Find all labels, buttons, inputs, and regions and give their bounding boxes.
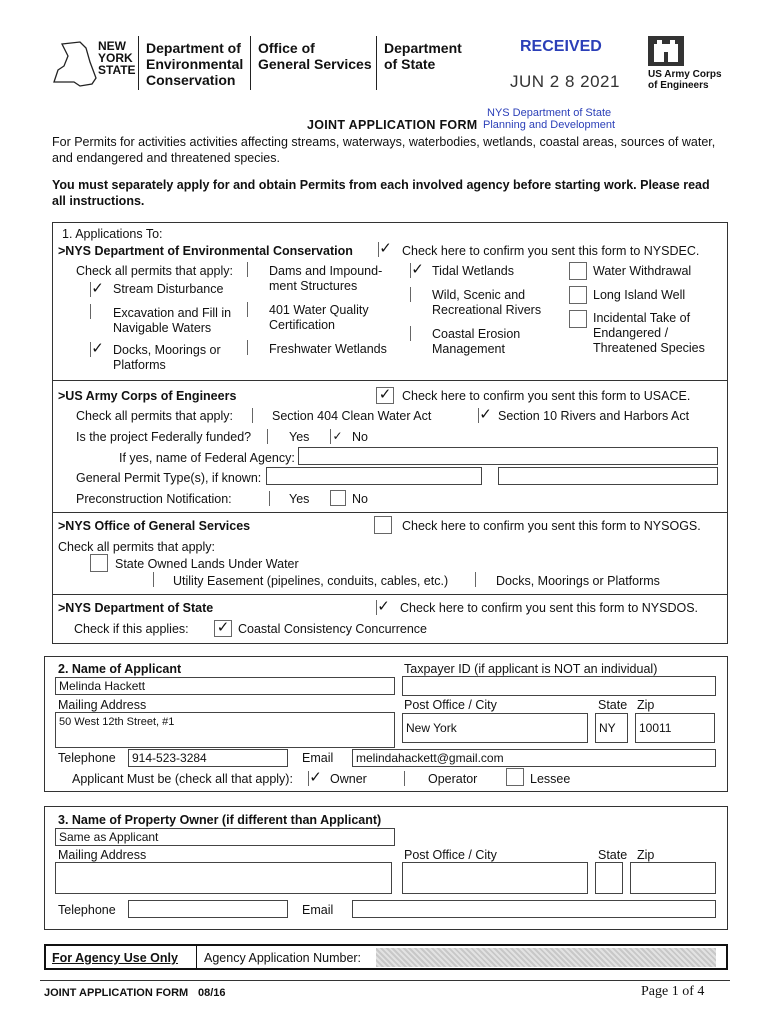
federal-no-label: No xyxy=(352,430,368,444)
usace-check-all: Check all permits that apply: xyxy=(76,409,234,423)
received-stamp-date: JUN 2 8 2021 xyxy=(510,72,620,91)
ogs-confirm-label: Check here to confirm you sent this form to NYSOGS. xyxy=(402,519,701,533)
docks-checkbox[interactable]: ✓ xyxy=(91,340,104,357)
agency-use-label: For Agency Use Only xyxy=(52,951,178,965)
dos-line2: of State xyxy=(384,56,436,72)
footer-page-number: Page 1 of 4 xyxy=(641,984,705,999)
email-label: Email xyxy=(302,751,334,765)
header-divider xyxy=(250,36,251,90)
incidental-label-1: Incidental Take of xyxy=(593,311,691,325)
utility-label: Utility Easement (pipelines, conduits, cables, etc.) xyxy=(173,574,449,588)
pcn-label: Preconstruction Notification: xyxy=(76,492,232,506)
ogs-line2: General Services xyxy=(258,56,372,72)
lessee-checkbox[interactable] xyxy=(506,768,524,786)
ogs-docks-label: Docks, Moorings or Platforms xyxy=(496,574,660,588)
state-input[interactable]: NY xyxy=(595,713,628,743)
footer-rule xyxy=(40,980,730,981)
docks-label-2: Platforms xyxy=(113,358,166,372)
owner-state-label: State xyxy=(598,848,628,862)
dec-check-all: Check all permits that apply: xyxy=(76,264,234,278)
dams-label-2: ment Structures xyxy=(269,279,358,293)
federal-no-checkbox[interactable]: ✓ xyxy=(330,429,344,444)
ny-state-map-logo xyxy=(50,36,100,94)
agency-number-label: Agency Application Number: xyxy=(204,951,362,965)
ogs-docks-checkbox[interactable] xyxy=(475,572,489,587)
dec-confirm-label: Check here to confirm you sent this form to NYSDEC. xyxy=(402,244,700,258)
owner-email-input[interactable] xyxy=(352,900,716,918)
section2-title: 2. Name of Applicant xyxy=(58,662,182,676)
form-title: JOINT APPLICATION FORM xyxy=(307,118,478,132)
pcn-no-label: No xyxy=(352,492,368,506)
zip-label: Zip xyxy=(637,698,655,712)
federal-agency-label: If yes, name of Federal Agency: xyxy=(119,451,295,465)
section-divider xyxy=(52,594,728,595)
warning-line1: You must separately apply for and obtain Permits from each involved agency before starting work. Please read xyxy=(52,178,710,192)
owner-checkbox[interactable]: ✓ xyxy=(309,769,322,786)
taxpayer-id-input[interactable] xyxy=(402,676,716,696)
dos-confirm-checkbox[interactable]: ✓ xyxy=(377,598,390,615)
state-label: State xyxy=(598,698,628,712)
stream-disturbance-checkbox[interactable]: ✓ xyxy=(91,280,104,297)
owner-state-input[interactable] xyxy=(595,862,623,894)
utility-checkbox[interactable] xyxy=(153,572,167,587)
federal-agency-input[interactable] xyxy=(298,447,718,465)
header-divider xyxy=(138,36,139,90)
owner-name-input[interactable]: Same as Applicant xyxy=(55,828,395,846)
owner-mailing-input[interactable] xyxy=(55,862,392,894)
federal-yes-label: Yes xyxy=(289,430,310,444)
water-quality-checkbox[interactable] xyxy=(247,302,261,317)
usace-castle-icon xyxy=(648,36,684,66)
owner-po-label: Post Office / City xyxy=(404,848,497,862)
dos-confirm-label: Check here to confirm you sent this form to NYSDOS. xyxy=(400,601,699,615)
received-stamp-org: NYS Department of State xyxy=(487,107,612,119)
water-quality-label-2: Certification xyxy=(269,318,335,332)
telephone-label: Telephone xyxy=(58,751,116,765)
taxpayer-label: Taxpayer ID (if applicant is NOT an individual) xyxy=(404,662,658,676)
email-input[interactable]: melindahackett@gmail.com xyxy=(352,749,716,767)
incidental-label-3: Threatened Species xyxy=(593,341,705,355)
lessee-label: Lessee xyxy=(530,772,571,786)
telephone-input[interactable]: 914-523-3284 xyxy=(128,749,288,767)
owner-email-label: Email xyxy=(302,903,334,917)
gp-type-input-2[interactable] xyxy=(498,467,718,485)
dec-line3: Conservation xyxy=(146,72,236,88)
dams-label-1: Dams and Impound- xyxy=(269,264,383,278)
usace-line1: US Army Corps xyxy=(648,69,722,80)
zip-input[interactable]: 10011 xyxy=(635,713,715,743)
federal-funded-question: Is the project Federally funded? xyxy=(76,430,252,444)
city-input[interactable]: New York xyxy=(402,713,588,743)
freshwater-checkbox[interactable] xyxy=(247,340,261,355)
castle-icon xyxy=(648,36,684,66)
excavation-checkbox[interactable] xyxy=(90,304,104,319)
coastal-erosion-label-1: Coastal Erosion xyxy=(432,327,521,341)
sec10-label: Section 10 Rivers and Harbors Act xyxy=(498,409,690,423)
owner-zip-label: Zip xyxy=(637,848,655,862)
agency-number-field[interactable] xyxy=(376,948,716,967)
water-withdrawal-label: Water Withdrawal xyxy=(593,264,692,278)
incidental-label-2: Endangered / xyxy=(593,326,669,340)
sec10-checkbox[interactable]: ✓ xyxy=(479,406,492,423)
wild-scenic-label-2: Recreational Rivers xyxy=(432,303,542,317)
ogs-check-all: Check all permits that apply: xyxy=(58,540,216,554)
gp-type-input-1[interactable] xyxy=(266,467,482,485)
ccc-label: Coastal Consistency Concurrence xyxy=(238,622,427,636)
pcn-yes-label: Yes xyxy=(289,492,310,506)
header-divider xyxy=(376,36,377,90)
ogs-line1: Office of xyxy=(258,40,315,56)
ogs-confirm-checkbox[interactable] xyxy=(374,516,392,534)
owner-telephone-label: Telephone xyxy=(58,903,116,917)
stream-disturbance-label: Stream Disturbance xyxy=(113,282,224,296)
dams-checkbox[interactable] xyxy=(247,262,261,277)
dos-heading: >NYS Department of State xyxy=(58,601,214,615)
dec-line2: Environmental xyxy=(146,56,244,72)
freshwater-label: Freshwater Wetlands xyxy=(269,342,387,356)
applicant-must-be-label: Applicant Must be (check all that apply): xyxy=(72,772,293,786)
ogs-heading: >NYS Office of General Services xyxy=(58,519,251,533)
wild-scenic-label-1: Wild, Scenic and xyxy=(432,288,526,302)
state-lands-label: State Owned Lands Under Water xyxy=(115,557,299,571)
section-divider xyxy=(52,380,728,381)
dec-confirm-checkbox[interactable]: ✓ xyxy=(379,240,392,257)
ny-logo-line2: YORK xyxy=(98,51,133,65)
usace-line2: of Engineers xyxy=(648,80,709,91)
mailing-label: Mailing Address xyxy=(58,698,147,712)
pcn-no-checkbox[interactable] xyxy=(330,490,346,506)
owner-zip-input[interactable] xyxy=(630,862,716,894)
intro-line2: and endangered and threatened species. xyxy=(52,151,280,165)
dos-applies-label: Check if this applies: xyxy=(74,622,189,636)
excavation-label-1: Excavation and Fill in xyxy=(113,306,232,320)
federal-yes-checkbox[interactable] xyxy=(267,429,281,444)
intro-line1: For Permits for activities activities affecting streams, waterways, waterbodies, wetlands, coastal areas, sources of water, xyxy=(52,135,716,149)
coastal-erosion-label-2: Management xyxy=(432,342,505,356)
agency-divider xyxy=(196,945,197,969)
sec404-checkbox[interactable] xyxy=(252,408,266,423)
po-label: Post Office / City xyxy=(404,698,497,712)
sec404-label: Section 404 Clean Water Act xyxy=(272,409,432,423)
mailing-address-input[interactable]: 50 West 12th Street, #1 xyxy=(55,712,395,748)
ny-logo-line1: NEW xyxy=(98,39,126,53)
dos-line1: Department xyxy=(384,40,462,56)
ccc-checkbox[interactable]: ✓ xyxy=(214,620,232,637)
footer-version: 08/16 xyxy=(198,987,226,999)
usace-confirm-label: Check here to confirm you sent this form to USACE. xyxy=(402,389,691,403)
owner-label: Owner xyxy=(330,772,367,786)
water-withdrawal-checkbox[interactable] xyxy=(569,262,587,280)
water-quality-label-1: 401 Water Quality xyxy=(269,303,369,317)
operator-label: Operator xyxy=(428,772,478,786)
footer-form-name: JOINT APPLICATION FORM xyxy=(44,987,189,999)
usace-heading: >US Army Corps of Engineers xyxy=(58,389,237,403)
owner-mailing-label: Mailing Address xyxy=(58,848,147,862)
usace-confirm-checkbox[interactable]: ✓ xyxy=(376,387,394,404)
coastal-erosion-checkbox[interactable] xyxy=(410,326,424,341)
tidal-label: Tidal Wetlands xyxy=(432,264,514,278)
incidental-take-checkbox[interactable] xyxy=(569,310,587,328)
section3-title: 3. Name of Property Owner (if different than Applicant) xyxy=(58,813,382,827)
ny-logo-line3: STATE xyxy=(98,63,136,77)
dec-heading: >NYS Department of Environmental Conservation xyxy=(58,244,353,258)
li-well-label: Long Island Well xyxy=(593,288,686,302)
owner-telephone-input[interactable] xyxy=(128,900,288,918)
applicant-name-input[interactable]: Melinda Hackett xyxy=(55,677,395,695)
received-stamp-unit: Planning and Development xyxy=(483,119,616,131)
section-divider xyxy=(52,512,728,513)
owner-city-input[interactable] xyxy=(402,862,588,894)
warning-line2: all instructions. xyxy=(52,194,145,208)
state-lands-checkbox[interactable] xyxy=(90,554,108,572)
operator-checkbox[interactable] xyxy=(404,771,418,786)
tidal-checkbox[interactable]: ✓ xyxy=(411,261,424,278)
pcn-yes-checkbox[interactable] xyxy=(269,491,283,506)
received-stamp-label: RECEIVED xyxy=(520,38,602,55)
gp-type-label: General Permit Type(s), if known: xyxy=(76,471,262,485)
section1-title: 1. Applications To: xyxy=(62,227,163,241)
docks-label-1: Docks, Moorings or xyxy=(113,343,221,357)
wild-scenic-checkbox[interactable] xyxy=(410,287,424,302)
li-well-checkbox[interactable] xyxy=(569,286,587,304)
dec-line1: Department of xyxy=(146,40,241,56)
excavation-label-2: Navigable Waters xyxy=(113,321,212,335)
